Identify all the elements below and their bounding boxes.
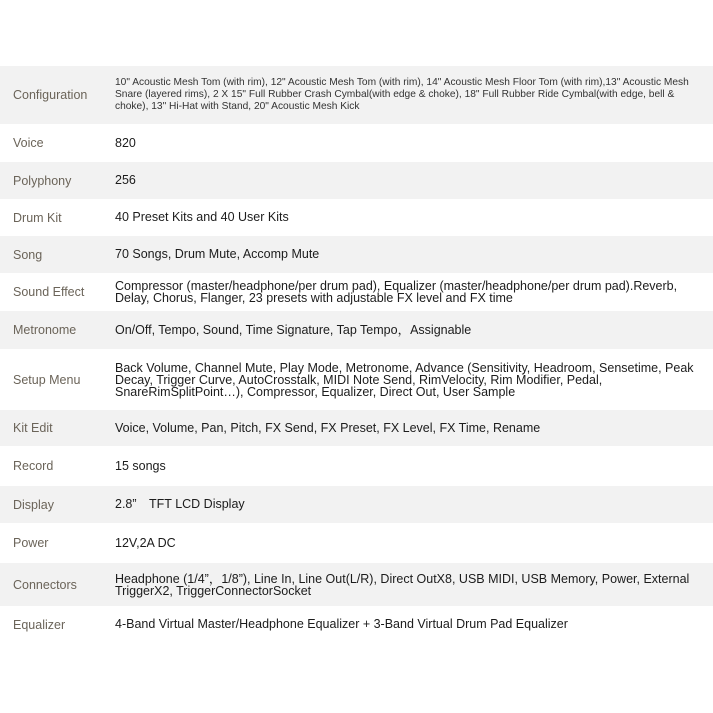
- spec-value: 10" Acoustic Mesh Tom (with rim), 12" Acoustic Mesh Tom (with rim), 14" Acoustic Mesh Floor Tom (with rim),13" Acoustic Mesh Snare (layered rims), 2 X 15" Full Rubber Crash Cymbal(with edge & choke), 18" Full Rubber Ride Cymbal(with edge, bell & choke), 13" Hi-Hat with Stand, 20" Acoustic Mesh Kick: [115, 77, 689, 112]
- spec-label: Drum Kit: [13, 210, 62, 225]
- spec-value: 40 Preset Kits and 40 User Kits: [115, 210, 289, 225]
- spec-label: Connectors: [13, 577, 77, 592]
- spec-label: Equalizer: [13, 617, 66, 632]
- spec-value: Back Volume, Channel Mute, Play Mode, Metronome, Advance (Sensitivity, Headroom, Sensetime, Peak Decay, Trigger Curve, AutoCrosstalk, MIDI Note Send, RimVelocity, Rim Modifier, Pedal, SnareRimSplitPoint…), Compressor, Equalizer, Direct Out, User Sample: [115, 360, 694, 399]
- spec-value: 4-Band Virtual Master/Headphone Equalizer + 3-Band Virtual Drum Pad Equalizer: [115, 617, 568, 632]
- spec-value: 256: [115, 173, 136, 188]
- spec-row-polyphony: [0, 162, 713, 199]
- spec-label: Sound Effect: [13, 285, 85, 299]
- spec-label: Configuration: [13, 88, 88, 102]
- spec-row-voice: [0, 124, 713, 162]
- spec-row-equalizer: [0, 606, 713, 643]
- spec-row-power: [0, 523, 713, 563]
- spec-row-sound-effect: [0, 273, 713, 311]
- spec-label: Song: [13, 247, 43, 262]
- spec-table: [0, 66, 713, 643]
- spec-row-display: [0, 486, 713, 523]
- spec-value: On/Off, Tempo, Sound, Time Signature, Tap Tempo，Assignable: [115, 322, 472, 337]
- spec-value: 70 Songs, Drum Mute, Accomp Mute: [115, 247, 320, 262]
- spec-row-song: [0, 236, 713, 273]
- spec-row-metronome: [0, 311, 713, 349]
- spec-value: 820: [115, 135, 136, 150]
- spec-label: Polyphony: [13, 173, 72, 188]
- spec-label: Metronome: [13, 323, 77, 337]
- spec-value: Headphone (1/4”，1/8”), Line In, Line Out(L/R), Direct OutX8, USB MIDI, USB Memory, Power, External TriggerX2, TriggerConnectorSocket: [115, 571, 690, 598]
- spec-value: Compressor (master/headphone/per drum pad), Equalizer (master/headphone/per drum pad).Reverb, Delay, Chorus, Flanger, 23 presets with adjustable FX level and FX time: [115, 279, 678, 305]
- spec-label: Record: [13, 459, 54, 473]
- spec-row-setup-menu: [0, 349, 713, 410]
- spec-value: 12V,2A DC: [115, 535, 176, 550]
- spec-value: 2.8” TFT LCD Display: [115, 497, 245, 512]
- spec-row-kit-edit: [0, 410, 713, 446]
- spec-row-connectors: [0, 563, 713, 606]
- spec-label: Display: [13, 497, 54, 512]
- spec-label: Setup Menu: [13, 372, 81, 387]
- spec-label: Voice: [13, 136, 44, 150]
- spec-label: Kit Edit: [13, 421, 53, 435]
- spec-row-record: [0, 446, 713, 486]
- spec-label: Power: [13, 536, 49, 550]
- spec-value: 15 songs: [115, 458, 166, 473]
- spec-value: Voice, Volume, Pan, Pitch, FX Send, FX Preset, FX Level, FX Time, Rename: [115, 420, 541, 435]
- spec-row-configuration: [0, 66, 713, 124]
- spec-row-drum-kit: [0, 199, 713, 236]
